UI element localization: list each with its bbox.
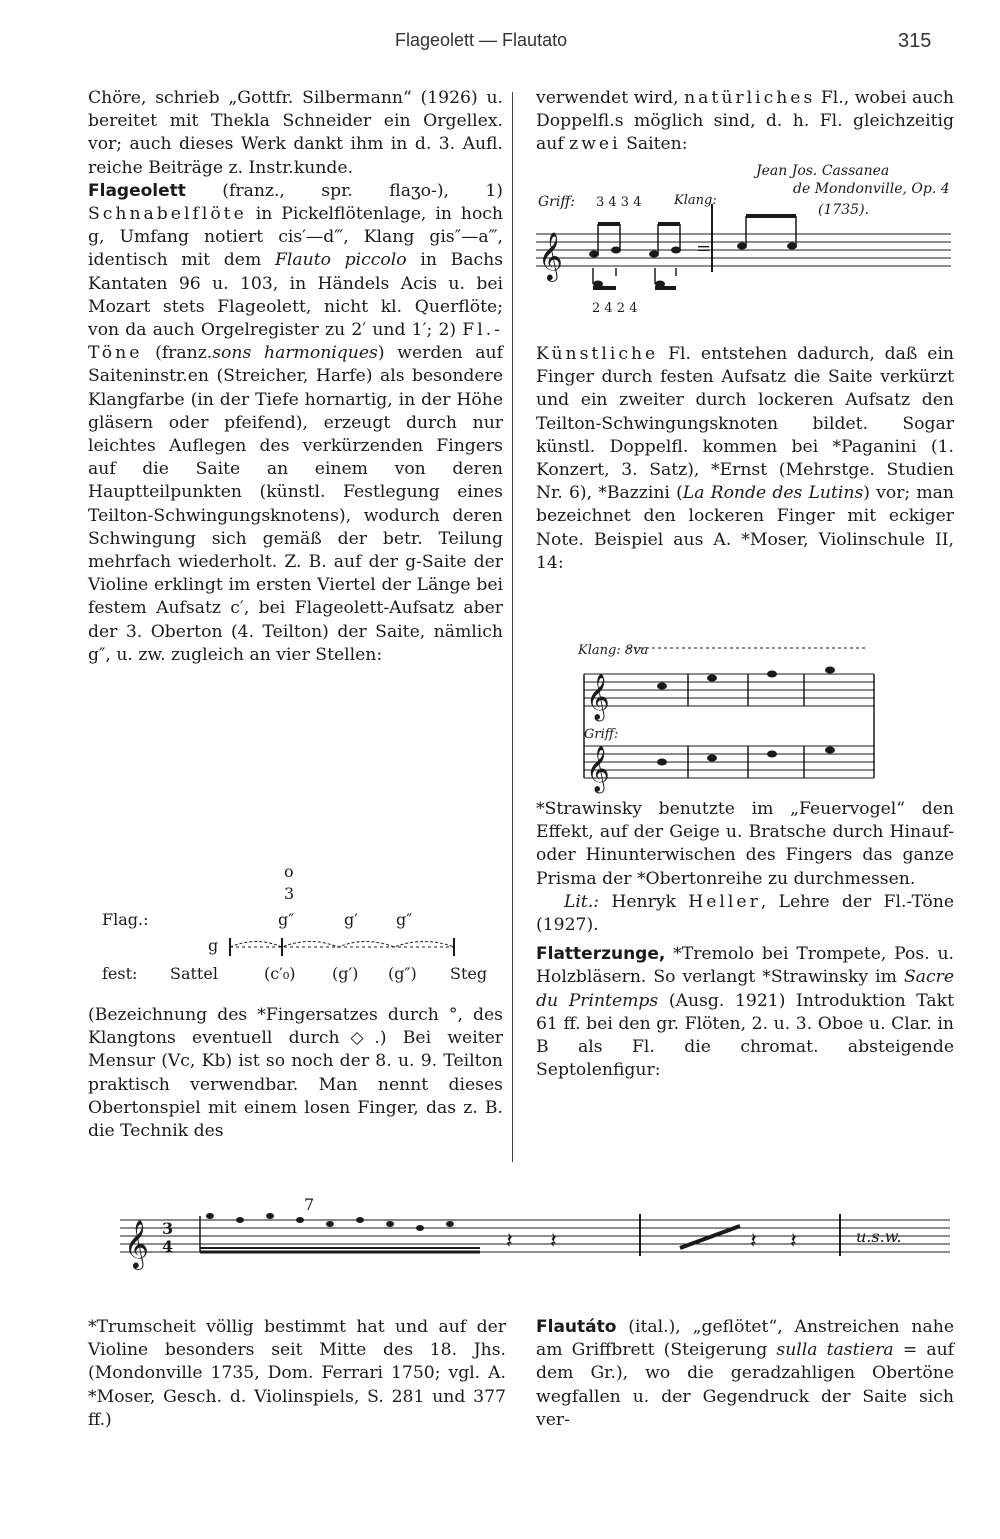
lit-author: Heller bbox=[688, 891, 761, 912]
example1-griff-label: Griff: bbox=[538, 194, 575, 210]
example1-equals: = bbox=[696, 238, 712, 259]
paragraph-literature bbox=[536, 891, 954, 937]
example3-rest-2-icon: 𝄽 bbox=[550, 1229, 557, 1254]
example3-time-top: 3 bbox=[162, 1219, 174, 1238]
page-number: 315 bbox=[898, 30, 932, 52]
diagram-g2c: (g″) bbox=[388, 964, 417, 983]
example3-treble-clef-icon: 𝄞 bbox=[124, 1219, 149, 1268]
bezeichnung-text-b: .) Bei weiter Mensur (Vc, Kb) ist so noch der 8. u. 9. Teilton praktisch verwendbar. Man nennt dieses Obertonspiel mit einem losen Finger, das z. B. die Technik des bbox=[88, 1028, 504, 1142]
music-example-3 bbox=[120, 1190, 960, 1290]
headword-flatterzunge: Flatterzunge, bbox=[536, 944, 666, 965]
term-zwei: zwei bbox=[569, 134, 621, 155]
headword-flageolett: Flageolett bbox=[88, 180, 186, 201]
music-example-1 bbox=[536, 180, 956, 340]
diagram-g1b: (g′) bbox=[332, 964, 359, 983]
kuenstliche-text-b: ) vor; man bezeichnet den lockeren Finger mit eckiger Note. Beispiel aus A. *Moser, Violinschule II, 14: bbox=[536, 483, 955, 573]
example1-caption-line2: de Mondonville, Op. 4 bbox=[793, 181, 950, 197]
example3-tuplet: 7 bbox=[304, 1195, 315, 1214]
string-division-diagram bbox=[88, 860, 508, 990]
paragraph-trumscheit: *Trumscheit völlig bestimmt hat und auf der Violine besonders seit Mitte des 18. Jhs. (Mondonville 1735, Dom. Ferrari 1750; vgl. A. *Moser, Gesch. d. Violinspiels, S. 281 und 377 ff.) bbox=[88, 1317, 506, 1430]
left-column-continued bbox=[88, 1004, 503, 1143]
example1-caption-line1: Jean Jos. Cassanea bbox=[756, 163, 890, 179]
flatterzunge-text-a: *Tremolo bei Trompete, Pos. u. Holzbläsern. So verlangt *Strawinsky im bbox=[536, 944, 954, 988]
headword-flautato: Flautáto bbox=[536, 1317, 617, 1337]
diamond-note-icon: ◇ bbox=[339, 1028, 375, 1049]
natuerliches-text-b: Fl., wobei auch Doppelfl.s möglich sind, d. h. Fl. gleichzeitig auf bbox=[536, 88, 954, 155]
term-la-ronde: La Ronde des Lutins bbox=[682, 483, 864, 504]
example3-rest-1-icon: 𝄽 bbox=[506, 1229, 513, 1254]
bezeichnung-text-a: (Bezeichnung des *Fingersatzes durch °, des Klangtons eventuell durch bbox=[88, 1005, 503, 1049]
entry-flageolett bbox=[88, 180, 503, 667]
right-column-kuenstliche bbox=[536, 343, 954, 575]
running-head bbox=[0, 30, 1000, 60]
diagram-c1: (c′₀) bbox=[264, 964, 296, 983]
example2-griff-label: Griff: bbox=[584, 727, 619, 742]
music-example-2 bbox=[578, 640, 878, 790]
column-divider bbox=[512, 92, 513, 1162]
diagram-o-mark: o bbox=[284, 862, 294, 881]
lit-text-b: , Lehre der Fl.-Töne (1927). bbox=[536, 891, 955, 936]
example1-caption-line3: (1735). bbox=[818, 202, 870, 218]
left-column bbox=[88, 87, 503, 667]
paragraph-bezeichnung bbox=[88, 1004, 503, 1143]
flageolett-text-b: in Pickelflötenlage, in hoch g, Umfang notiert cis′—d‴, Klang gis″—a‴, identisch mit dem bbox=[88, 204, 504, 271]
right-column bbox=[536, 87, 954, 157]
entry-flautato bbox=[536, 1316, 954, 1432]
natuerliches-text-c: Saiten: bbox=[626, 134, 688, 155]
term-sacre: Sacre du Printemps bbox=[536, 967, 954, 1011]
example2-notes bbox=[657, 667, 835, 766]
example3-time-bottom: 4 bbox=[162, 1237, 174, 1256]
example3-rest-4-icon: 𝄽 bbox=[790, 1229, 797, 1254]
example2-klang-label: Klang: 8va bbox=[578, 643, 649, 658]
diagram-g2-b: g″ bbox=[396, 910, 413, 929]
term-sulla-tastiera: sulla tastiera bbox=[776, 1340, 894, 1361]
term-fl-toene: Fl.-Töne bbox=[88, 320, 503, 364]
example1-stems-beams bbox=[593, 204, 796, 288]
diagram-steg: Steg bbox=[450, 964, 488, 983]
lit-label: Lit.: bbox=[564, 891, 600, 912]
term-flauto-piccolo: Flauto piccolo bbox=[274, 250, 407, 271]
diagram-fest-label: fest: bbox=[102, 964, 138, 983]
left-column-bottom bbox=[88, 1316, 506, 1432]
example1-fingering-top: 3 4 3 4 bbox=[596, 195, 642, 210]
paragraph-strawinsky: *Strawinsky benutzte im „Feuervogel“ den Effekt, auf der Geige u. Bratsche durch Hinauf- oder Hinunterwischen des Fingers das ganze Prisma der *Obertonreihe zu durchmessen. bbox=[536, 799, 954, 889]
flageolett-text-d: (franz. bbox=[155, 343, 213, 364]
example1-klang-label: Klang: bbox=[674, 193, 717, 208]
paragraph-silbermann: Chöre, schrieb „Gottfr. Silbermann“ (1926) u. bereitet mit Thekla Schneider ein Orgellex. vor; auch dieses Werk dankt ihm in d. 3. Aufl. reiche Beiträge z. Instr.kunde. bbox=[88, 88, 503, 178]
example3-rest-3-icon: 𝄽 bbox=[750, 1229, 757, 1254]
term-natuerliches: natürliches bbox=[684, 88, 816, 108]
diagram-sattel: Sattel bbox=[170, 964, 218, 983]
entry-flatterzunge bbox=[536, 943, 954, 1082]
running-title: Flageolett — Flautato bbox=[395, 30, 568, 50]
string-line-svg bbox=[228, 934, 458, 960]
flatterzunge-text-b: (Ausg. 1921) Introduktion Takt 61 ff. bei den gr. Flöten, 2. u. 3. Oboe u. Clar. in B als Fl. die chromat. absteigende Septolenfigur: bbox=[536, 990, 954, 1081]
flageolett-text-c: in Bachs Kantaten 96 u. 103, in Händels Acis u. bei Mozart stets Flageolett, nicht kl. Querflöte; von da auch Orgelregister zu 2′ und 1′; 2) bbox=[88, 250, 504, 341]
paragraph-kuenstliche bbox=[536, 343, 954, 575]
natuerliches-text-a: verwendet wird, bbox=[536, 88, 679, 108]
flautato-text-a: (ital.), „geflötet“, Anstreichen nahe am Griffbrett (Steigerung bbox=[536, 1317, 954, 1361]
diagram-g2-a: g″ bbox=[278, 910, 295, 929]
kuenstliche-text: Fl. entstehen dadurch, daß ein Finger durch festen Aufsatz die Saite verkürzt und ein zweiter durch lockeren Aufsatz den Teilton-Schwingungsknoten bildet. Sogar künstl. Doppelfl. kommen bei *Paganini (1. Konzert, 3. Satz), *Ernst (Mehrstge. Studien Nr. 6), *Bazzini ( bbox=[536, 344, 955, 504]
example1-treble-clef-icon: 𝄞 bbox=[538, 231, 563, 280]
right-column-bottom bbox=[536, 1316, 954, 1432]
paragraph-natuerliches bbox=[536, 87, 954, 157]
flageolett-text-e: ) werden auf Saiteninstr.en (Streicher, Harfe) als besondere Klangfarbe (in der Tiefe hornartig, in der Höhe gläsern oder pfeifend), erzeugt durch nur leichtes Auflegen des verkürzenden Fingers auf die Saite an einem von deren Hauptteilpunkten (künstl. Festlegung eines Teilton-Schwingungsknotens), wodurch deren Schwingung sich gemäß der betr. Teilung mehrfach wiederholt. Z. B. auf der g-Saite der Violine erklingt im ersten Viertel der Länge bei festem Aufsatz c′, bei Flageolett-Aufsatz aber der 3. Oberton (4. Teilton) der Saite, nämlich g″, u. zw. zugleich an vier Stellen: bbox=[88, 343, 503, 665]
flageolett-text-a: (franz., spr. flaʒo-), 1) bbox=[222, 180, 504, 201]
lit-text-a: Henryk bbox=[611, 891, 676, 912]
term-schnabelfloete: Schnabelflöte bbox=[88, 204, 247, 225]
term-sons-harmoniques: sons harmoniques bbox=[212, 343, 378, 364]
diagram-three-mark: 3 bbox=[284, 884, 295, 903]
example2-upper-clef-icon: 𝄞 bbox=[586, 674, 610, 720]
diagram-flag-label: Flag.: bbox=[102, 910, 149, 929]
term-kuenstliche: Künstliche bbox=[536, 344, 659, 364]
example2-lower-clef-icon: 𝄞 bbox=[586, 746, 610, 792]
right-column-strawinsky bbox=[536, 798, 954, 1082]
example2-upper-staff bbox=[584, 674, 874, 706]
flautato-text-b: = auf dem Gr.), wo die geradzahligen Obertöne wegfallen u. der Gegendruck der Saite sich ver- bbox=[536, 1340, 955, 1430]
diagram-g1: g′ bbox=[344, 910, 358, 929]
diagram-g-open: g bbox=[208, 936, 219, 955]
example1-fingering-bottom: 2 4 2 4 bbox=[592, 301, 638, 316]
example3-usw: u.s.w. bbox=[856, 1227, 902, 1246]
